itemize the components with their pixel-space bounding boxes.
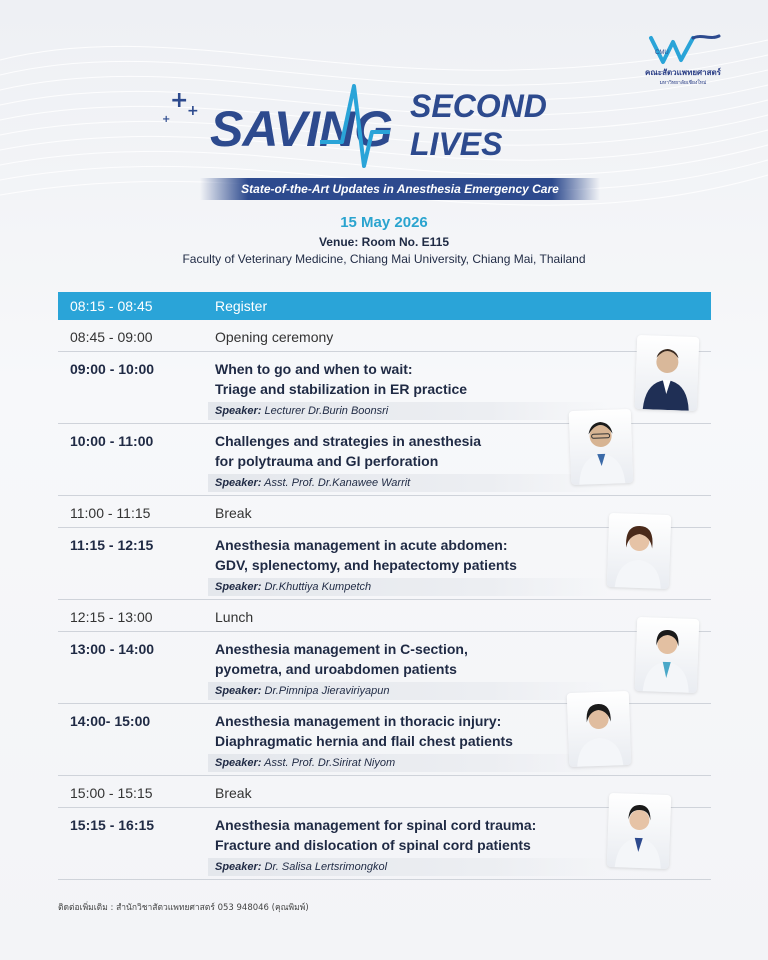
speaker-prefix: Speaker: [215, 757, 262, 769]
row-time: 10:00 - 11:00 [70, 433, 154, 449]
svg-text:CMU: CMU [655, 50, 669, 56]
event-location: Faculty of Veterinary Medicine, Chiang Mai University, Chiang Mai, Thailand [182, 252, 586, 266]
event-date: 15 May 2026 [340, 214, 428, 231]
row-time: 15:00 - 15:15 [70, 785, 153, 801]
speaker-prefix: Speaker: [215, 581, 262, 593]
speaker-banner [208, 754, 608, 772]
speaker-photo [607, 513, 672, 589]
plus-icon: + [187, 103, 199, 119]
row-time: 12:15 - 13:00 [70, 609, 153, 625]
schedule-row-register [58, 292, 711, 320]
speaker-photo [567, 691, 632, 767]
session-title-line2: Triage and stabilization in ER practice [215, 381, 468, 397]
speaker-name: Dr.Khuttiya Kumpetch [264, 581, 372, 593]
speaker-name: Asst. Prof. Dr.Sirirat Niyom [264, 757, 396, 769]
session-title-line1: Anesthesia management in C-section, [215, 641, 468, 657]
subtitle-banner: State-of-the-Art Updates in Anesthesia Emergency Care [200, 178, 600, 200]
row-time: 11:00 - 11:15 [70, 505, 151, 521]
row-time: 13:00 - 14:00 [70, 641, 155, 657]
session-title-line2: pyometra, and uroabdomen patients [215, 661, 457, 677]
title-second: SECOND [410, 88, 547, 124]
speaker-banner [208, 682, 608, 700]
speaker-name: Lecturer Dr.Burin Boonsri [264, 405, 389, 417]
row-time: 08:15 - 08:45 [70, 298, 153, 314]
session-title-line1: When to go and when to wait: [215, 361, 413, 377]
session-title-line2: Fracture and dislocation of spinal cord patients [215, 837, 531, 853]
university-name-th: มหาวิทยาลัยเชียงใหม่ [659, 80, 707, 86]
speaker-prefix: Speaker: [215, 405, 262, 417]
event-venue: Venue: Room No. E115 [318, 235, 450, 249]
speaker-banner [208, 402, 608, 420]
plus-icon: + [162, 114, 171, 125]
speaker-photo [635, 617, 700, 693]
speaker-photo [569, 409, 634, 485]
contact-footer: ติดต่อเพิ่มเติม : สำนักวิชาสัตวแพทยศาสตร์ 053 948046 (คุณพิมพ์) [58, 903, 309, 913]
row-time: 11:15 - 12:15 [70, 537, 154, 553]
session-title-line2: Diaphragmatic hernia and flail chest patients [215, 733, 513, 749]
speaker-prefix: Speaker: [215, 861, 262, 873]
title-lives: LIVES [410, 126, 503, 162]
speaker-banner [208, 578, 608, 596]
speaker-banner [208, 474, 608, 492]
speaker-name: Asst. Prof. Dr.Kanawee Warrit [264, 477, 411, 489]
session-title-line1: Challenges and strategies in anesthesia [215, 433, 482, 449]
speaker-prefix: Speaker: [215, 685, 262, 697]
plus-icon: + [170, 88, 189, 113]
row-time: 14:00- 15:00 [70, 713, 151, 729]
schedule-row-lunch [58, 600, 711, 632]
speaker-prefix: Speaker: [215, 477, 262, 489]
session-title-line2: GDV, splenectomy, and hepatectomy patients [215, 557, 517, 573]
row-time: 08:45 - 09:00 [70, 329, 153, 345]
session-title-line1: Anesthesia management in acute abdomen: [215, 537, 508, 553]
schedule-row-opening [58, 320, 711, 352]
session-title-line1: Anesthesia management in thoracic injury: [215, 713, 502, 729]
row-label: Lunch [215, 609, 254, 625]
faculty-logo [628, 32, 738, 92]
title-saving: SAVING [210, 101, 392, 157]
vm-logo-icon [643, 32, 723, 66]
row-time: 09:00 - 10:00 [70, 361, 155, 377]
session-title-line1: Anesthesia management for spinal cord trauma: [215, 817, 537, 833]
speaker-banner [208, 858, 608, 876]
speaker-name: Dr.Pimnipa Jieraviriyapun [264, 685, 390, 697]
speaker-photo [607, 793, 672, 869]
row-time: 15:15 - 16:15 [70, 817, 155, 833]
row-label: Break [215, 505, 252, 521]
faculty-name-th: คณะสัตวแพทยศาสตร์ [645, 68, 721, 77]
session-title-line2: for polytrauma and GI perforation [215, 453, 439, 469]
heartbeat-icon [320, 82, 390, 172]
speaker-name: Dr. Salisa Lertsrimongkol [264, 861, 388, 873]
row-label: Opening ceremony [215, 329, 334, 345]
row-label: Register [215, 298, 268, 314]
row-label: Break [215, 785, 252, 801]
speaker-photo [635, 335, 700, 411]
